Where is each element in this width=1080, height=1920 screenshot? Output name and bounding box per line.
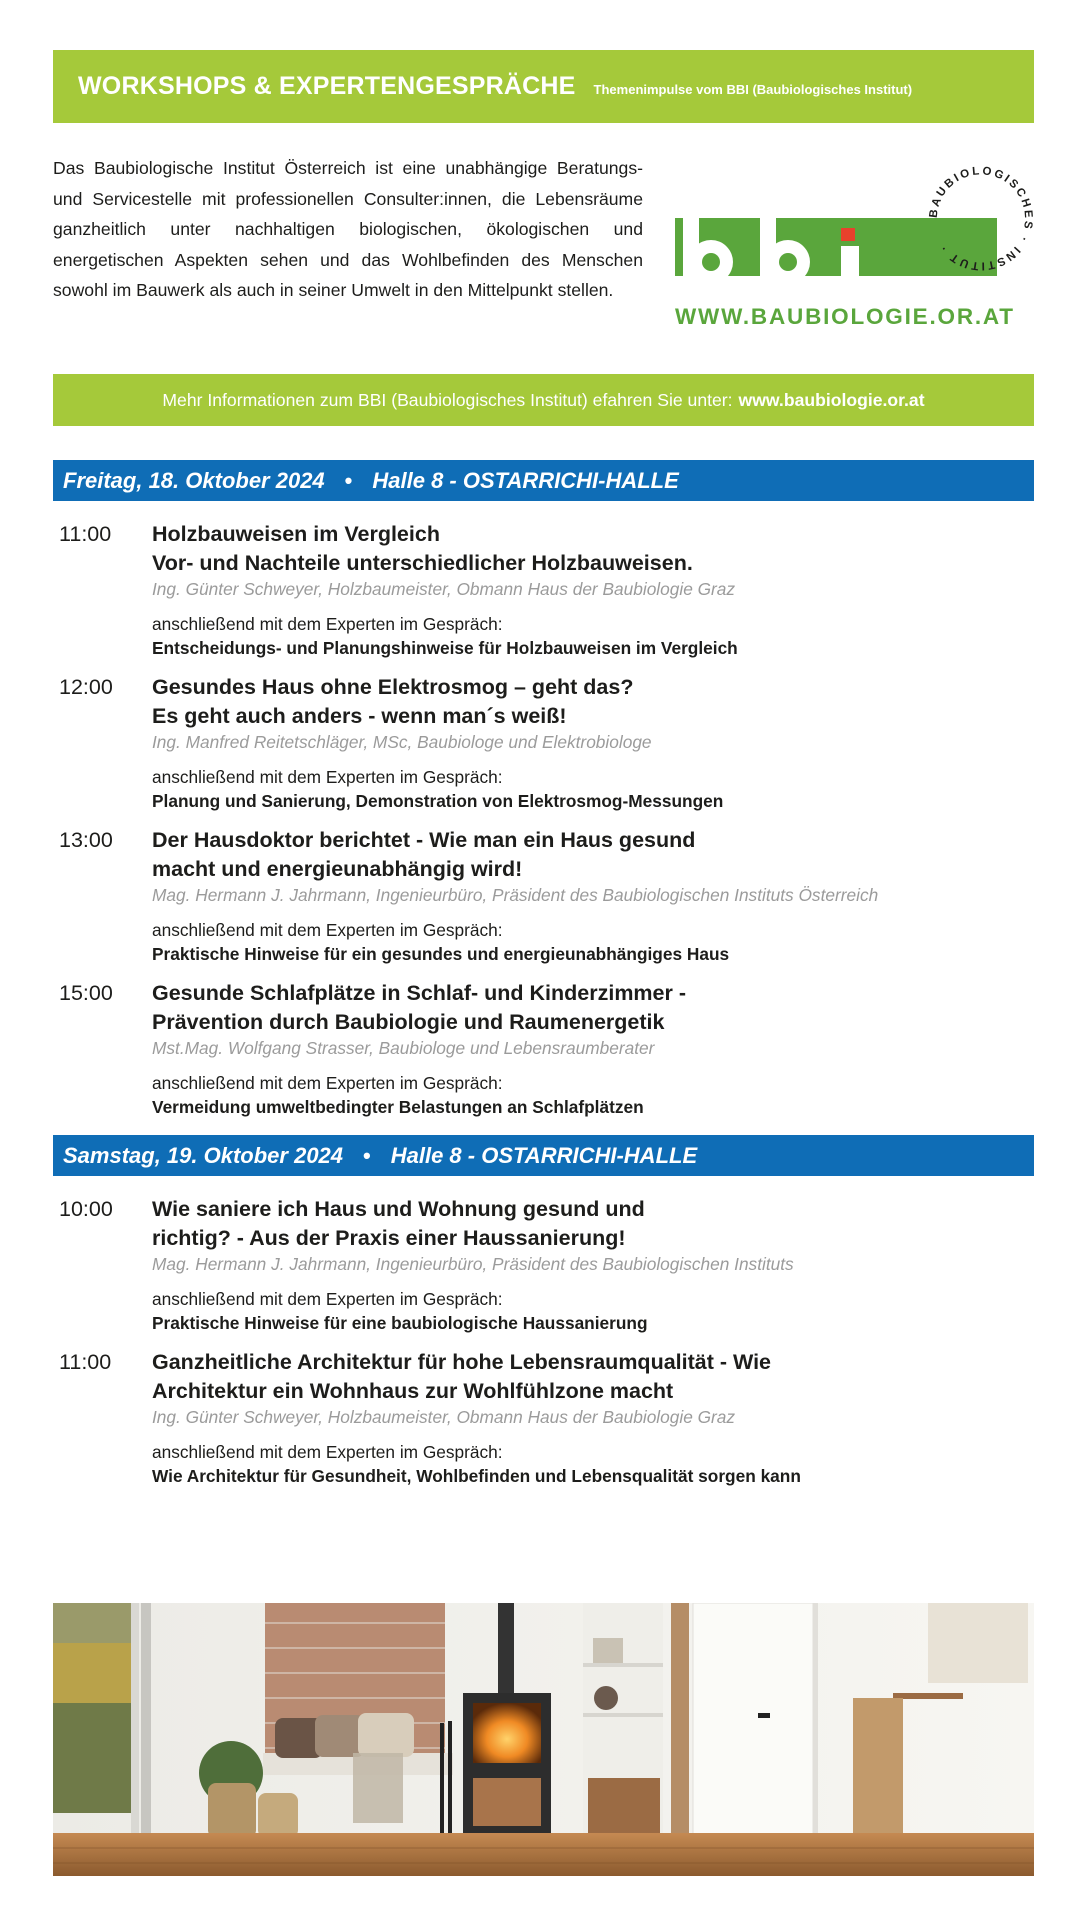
event-title: Gesundes Haus ohne Elektrosmog – geht das? Es geht auch anders - wenn man´s weiß! (152, 675, 634, 728)
event-intro: anschließend mit dem Experten im Gespräch: (152, 767, 503, 787)
event-topic: Praktische Hinweise für eine baubiologische Haussanierung (152, 1313, 648, 1333)
day-date: Samstag, 19. Oktober 2024 (63, 1142, 344, 1168)
stove-fire (473, 1703, 541, 1763)
event-topic: Wie Architektur für Gesundheit, Wohlbefinden und Lebensqualität sorgen kann (152, 1466, 801, 1486)
event-time: 10:00 (59, 1197, 113, 1221)
logo-red-dot (841, 228, 855, 241)
event-title: Gesunde Schlafplätze in Schlaf- und Kinderzimmer - Prävention durch Baubiologie und Raumenergetik (152, 981, 687, 1034)
info-link[interactable]: www.baubiologie.or.at (738, 389, 925, 410)
bbi-logo (675, 158, 1035, 328)
logo-ring-text: BAUBIOLOGISCHES · INSTITUT · (927, 165, 1035, 272)
event-intro: anschließend mit dem Experten im Gespräch: (152, 920, 503, 940)
bbi-logo-graphic (675, 158, 1035, 328)
info-text: Mehr Informationen zum BBI (Baubiologisches Institut) efahren Sie unter: (162, 389, 733, 410)
event-intro: anschließend mit dem Experten im Gespräch: (152, 614, 503, 634)
event-time: 13:00 (59, 828, 113, 852)
page-subtitle: Themenimpulse vom BBI (Baubiologisches Institut) (593, 81, 913, 97)
day-hall: Halle 8 - OSTARRICHI-HALLE (390, 1142, 698, 1168)
event-topic: Praktische Hinweise für ein gesundes und energieunabhängiges Haus (152, 944, 730, 964)
event-topic: Vermeidung umweltbedingter Belastungen an Schlafplätzen (152, 1097, 644, 1117)
event-speaker: Mag. Hermann J. Jahrmann, Ingenieurbüro, Präsident des Baubiologischen Instituts (152, 1254, 794, 1274)
event-intro: anschließend mit dem Experten im Gespräch: (152, 1073, 503, 1093)
day-date: Freitag, 18. Oktober 2024 (63, 467, 325, 493)
page-title: WORKSHOPS & EXPERTENGESPRÄCHE (78, 72, 576, 100)
event-time: 11:00 (59, 522, 112, 546)
living-room-illustration (53, 1603, 1034, 1876)
event-speaker: Ing. Günter Schweyer, Holzbaumeister, Obmann Haus der Baubiologie Graz (152, 1407, 736, 1427)
day-bar-saturday (53, 1135, 1034, 1176)
day-separator: • (363, 1142, 371, 1168)
event-title: Holzbauweisen im Vergleich Vor- und Nachteile unterschiedlicher Holzbauweisen. (152, 522, 693, 575)
event-time: 12:00 (59, 675, 113, 699)
event-title: Der Hausdoktor berichtet - Wie man ein Haus gesund macht und energieunabhängig wird! (152, 828, 696, 881)
event-speaker: Ing. Manfred Reitetschläger, MSc, Baubiologe und Elektrobiologe (152, 732, 652, 752)
event-intro: anschließend mit dem Experten im Gespräch: (152, 1442, 503, 1462)
event-intro: anschließend mit dem Experten im Gespräch: (152, 1289, 503, 1309)
logo-url: WWW.BAUBIOLOGIE.OR.AT (675, 304, 1015, 328)
event-time: 15:00 (59, 981, 113, 1005)
day-bar-friday (53, 460, 1034, 501)
event-topic: Entscheidungs- und Planungshinweise für Holzbauweisen im Vergleich (152, 638, 738, 658)
day-hall: Halle 8 - OSTARRICHI-HALLE (372, 467, 679, 493)
event-speaker: Mag. Hermann J. Jahrmann, Ingenieurbüro, Präsident des Baubiologischen Instituts Österreich (152, 885, 879, 905)
event-time: 11:00 (59, 1350, 112, 1374)
event-speaker: Ing. Günter Schweyer, Holzbaumeister, Obmann Haus der Baubiologie Graz (152, 579, 736, 599)
day-separator: • (344, 467, 353, 493)
event-title: Wie saniere ich Haus und Wohnung gesund und richtig? - Aus der Praxis einer Haussanierung! (152, 1197, 645, 1250)
event-title: Ganzheitliche Architektur für hohe Lebensraumqualität - Wie Architektur ein Wohnhaus zur Wohlfühlzone macht (152, 1350, 772, 1403)
event-speaker: Mst.Mag. Wolfgang Strasser, Baubiologe und Lebensraumberater (152, 1038, 655, 1058)
header-band (53, 50, 1034, 123)
living-room-photo (53, 1603, 1034, 1876)
intro-paragraph: Das Baubiologische Institut Österreich ist eine unabhängige Beratungs- und Servicestelle mit professionellen Consulter:innen, die Lebensräume ganzheitlich unter nachhaltigen biologischen, ökologischen und energetischen Aspekten sehen und das Wohlbefinden des Menschen sowohl im Bauwerk als auch in seiner Umwelt in den Mittelpunkt stellen. (53, 158, 643, 300)
event-topic: Planung und Sanierung, Demonstration von Elektrosmog-Messungen (152, 791, 724, 811)
info-band (53, 374, 1034, 426)
